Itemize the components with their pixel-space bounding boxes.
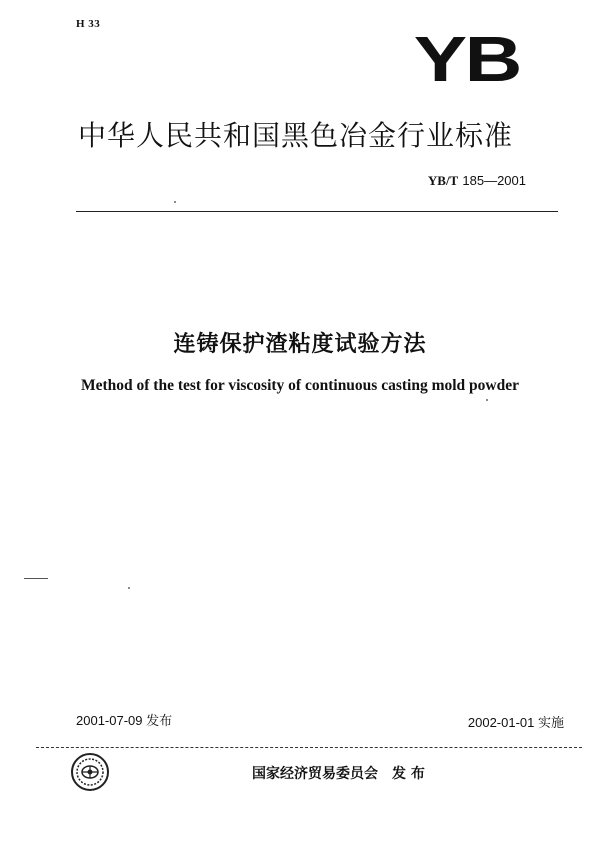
organization-title: 中华人民共和国黑色冶金行业标准 xyxy=(78,119,514,152)
english-title: Method of the test for viscosity of continuous casting mold powder xyxy=(80,377,519,394)
yb-logo: YB xyxy=(413,23,520,95)
scan-speck xyxy=(128,587,130,589)
standard-number xyxy=(428,173,526,189)
header-divider xyxy=(76,211,558,212)
issuing-authority: 国家经济贸易委员会 发 布 xyxy=(252,766,425,782)
standard-number-value: 185—2001 xyxy=(462,173,526,188)
classification-code: H 33 xyxy=(76,18,101,30)
margin-mark xyxy=(24,578,48,579)
issue-date: 2001-07-09 发布 xyxy=(76,713,173,728)
chinese-title: 连铸保护渣粘度试验方法 xyxy=(173,332,427,357)
scan-speck xyxy=(486,399,488,401)
scan-speck xyxy=(174,201,176,203)
standard-code: YB/T xyxy=(427,173,459,188)
footer-divider xyxy=(36,747,582,748)
national-emblem-seal-icon xyxy=(70,752,110,792)
implementation-date: 2002-01-01 实施 xyxy=(467,715,564,730)
